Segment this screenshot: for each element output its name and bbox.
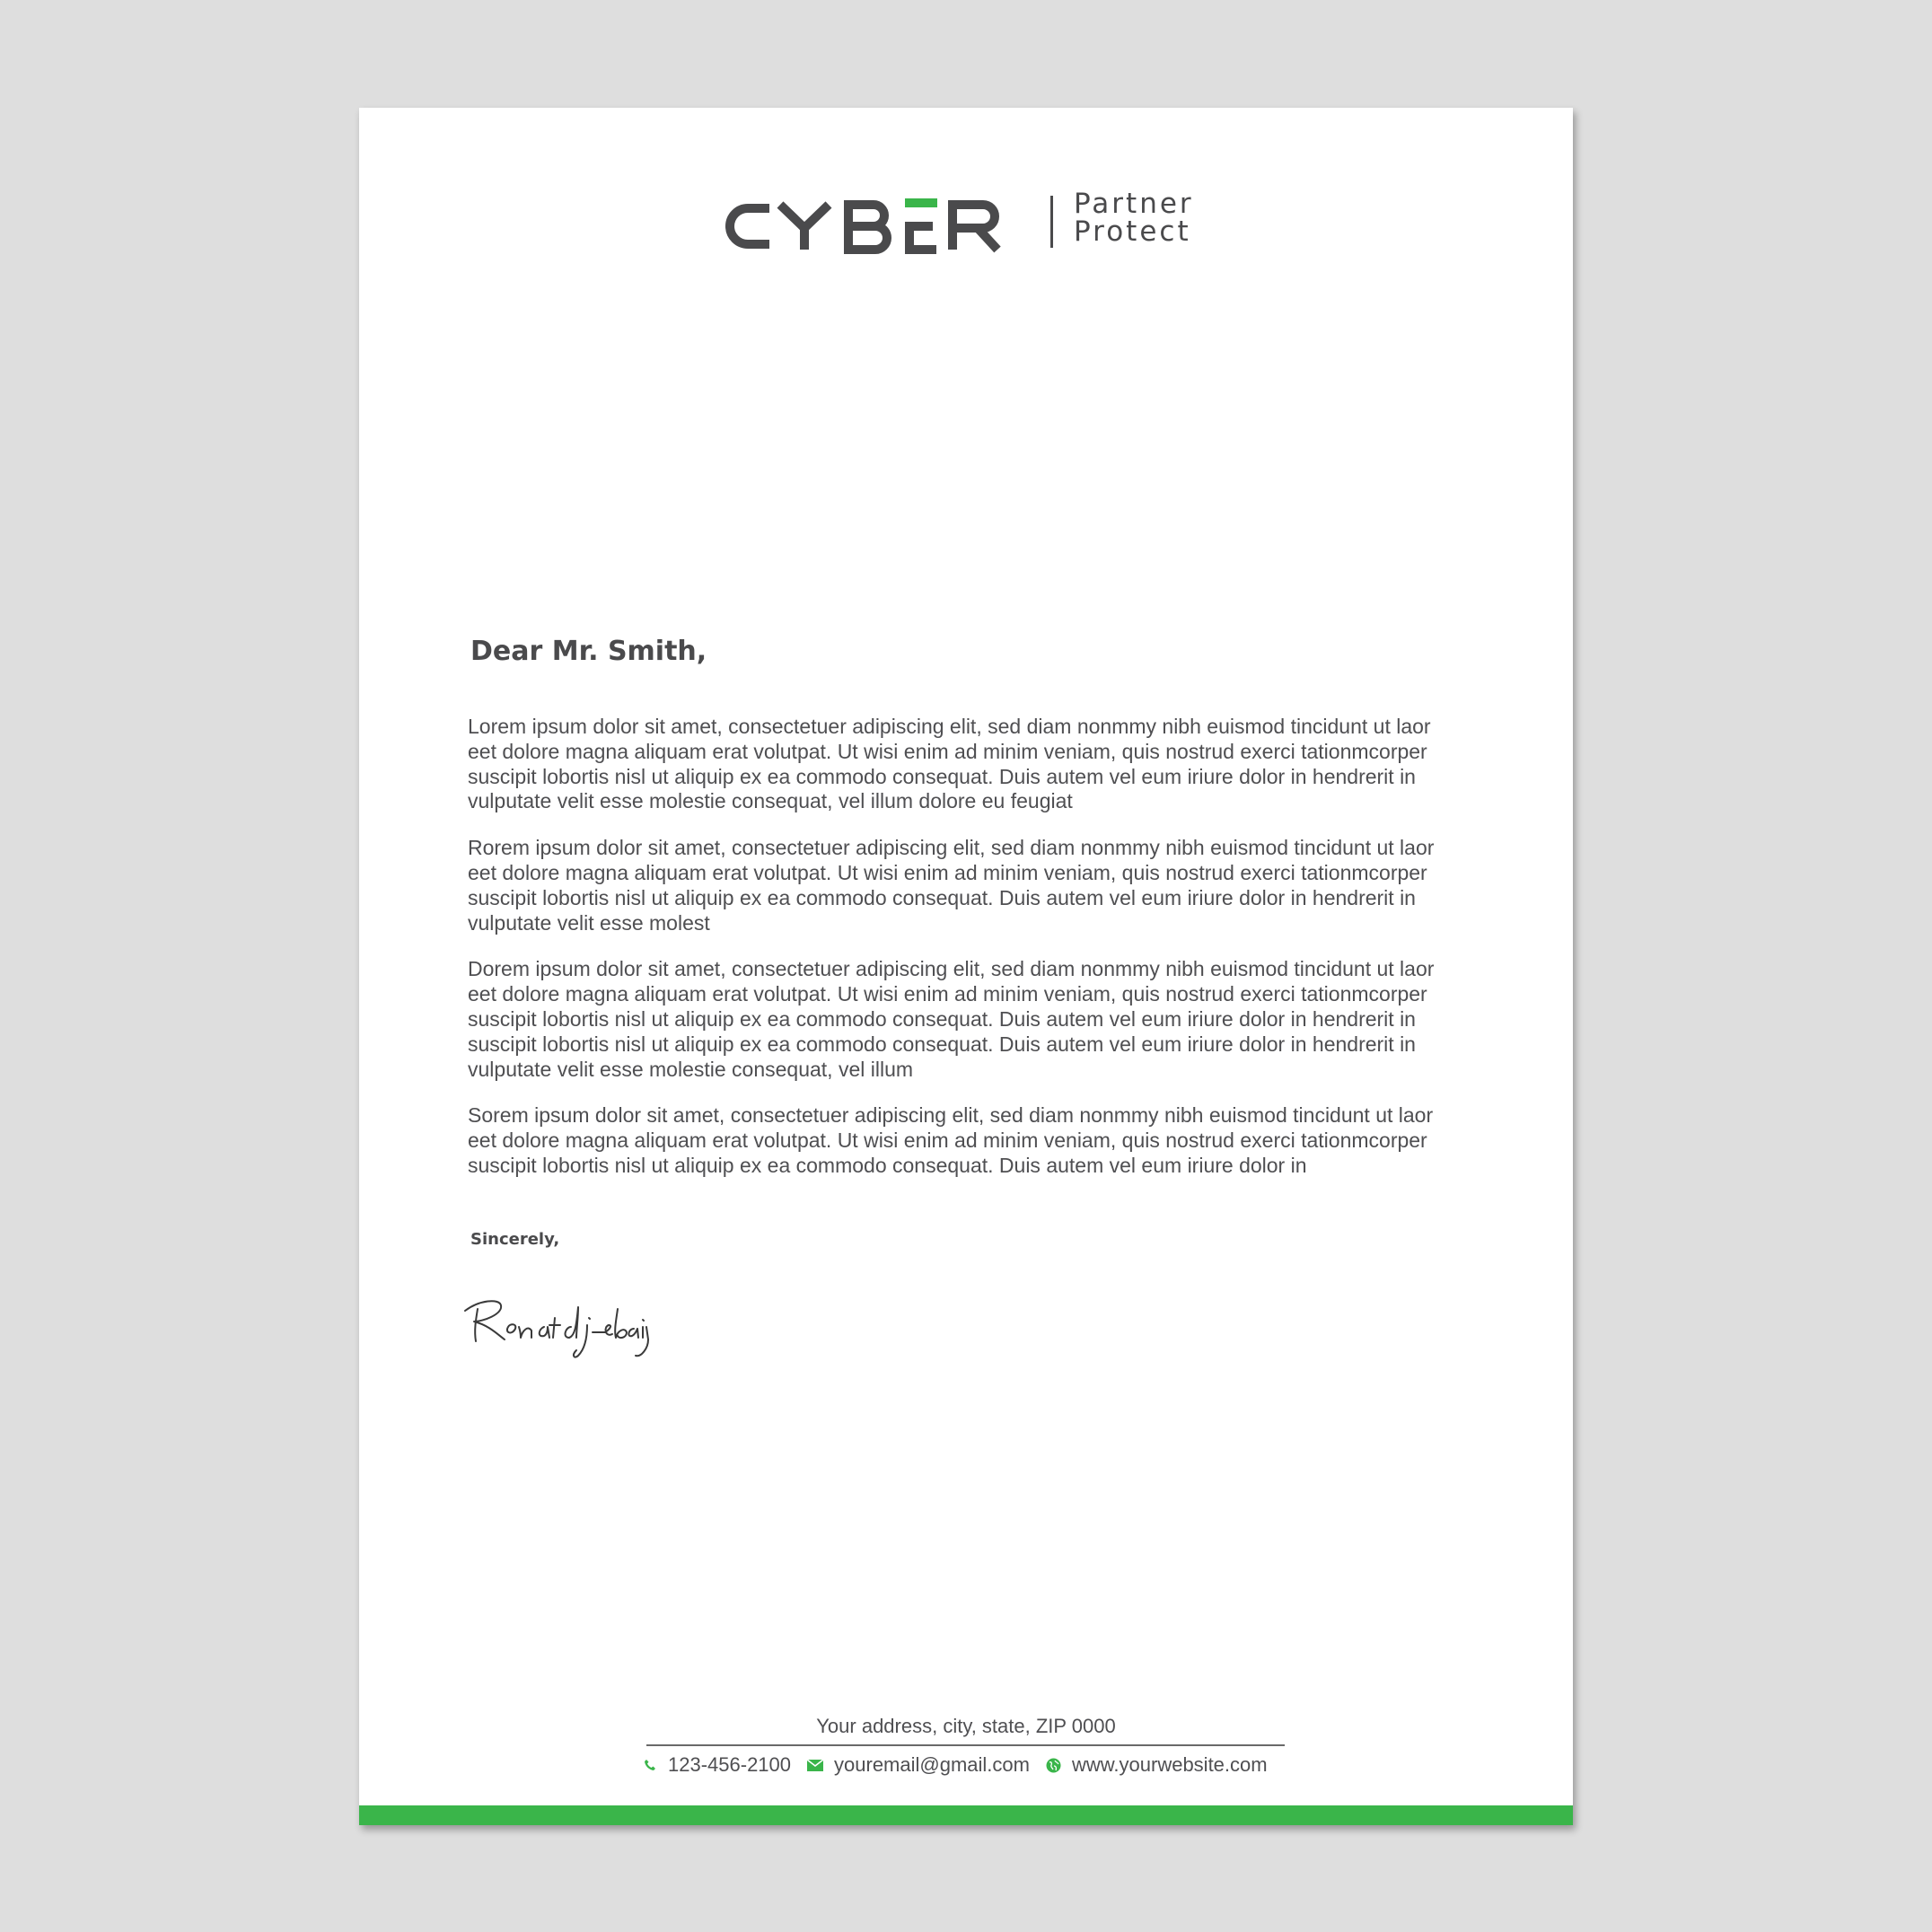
paragraph-1: Lorem ipsum dolor sit amet, consectetuer adipiscing elit, sed diam nonmmy nibh euismod tincidunt ut laor eet dolore magna aliquam erat volutpat. Ut wisi enim ad minim veniam, quis nostrud exerci tationmcorper suscipit lobortis nisl ut aliquip ex ea commodo consequat. Duis autem vel eum iriure dolor in hendrerit in vulputate velit esse molestie consequat, vel illum dolore eu feugiat — [468, 715, 1431, 813]
tagline-protect: Protect — [1074, 215, 1191, 248]
contact-email — [807, 1753, 1030, 1777]
phone-icon — [643, 1758, 657, 1772]
letterhead-page — [359, 108, 1573, 1825]
paragraph-2: Rorem ipsum dolor sit amet, consectetuer adipiscing elit, sed diam nonmmy nibh euismod tincidunt ut laor eet dolore magna aliquam erat volutpat. Ut wisi enim ad minim veniam, quis nostrud exerci tationmcorper suscipit lobortis nisl ut aliquip ex ea commodo consequat. Duis autem vel eum iriure dolor in hendrerit in vulputate velit esse molest — [468, 836, 1435, 935]
salutation: Dear Mr. Smith, — [470, 636, 707, 667]
closing: Sincerely, — [470, 1230, 560, 1249]
cyber-logo — [721, 194, 1031, 266]
paragraph-3: Dorem ipsum dolor sit amet, consectetuer adipiscing elit, sed diam nonmmy nibh euismod tincidunt ut laor eet dolore magna aliquam erat volutpat. Ut wisi enim ad minim veniam, quis nostrud exerci tationmcorper suscipit lobortis nisl ut aliquip ex ea commodo consequat. Duis autem vel eum iriure dolor in hendrerit in suscipit lobortis nisl ut aliquip ex ea commodo consequat. Duis autem vel eum iriure dolor in hendrerit in vulputate velit esse molestie consequat, vel illum — [468, 957, 1435, 1081]
logo-divider — [1050, 196, 1053, 248]
globe-icon — [1046, 1758, 1061, 1773]
paragraph-4: Sorem ipsum dolor sit amet, consectetuer adipiscing elit, sed diam nonmmy nibh euismod tincidunt ut laor eet dolore magna aliquam erat volutpat. Ut wisi enim ad minim veniam, quis nostrud exerci tationmcorper suscipit lobortis nisl ut aliquip ex ea commodo consequat. Duis autem vel eum iriure dolor in — [468, 1103, 1434, 1177]
footer-accent-bar — [359, 1805, 1573, 1825]
footer-divider — [646, 1744, 1285, 1746]
phone-number[interactable]: 123-456-2100 — [668, 1753, 792, 1776]
email-address[interactable]: youremail@gmail.com — [834, 1753, 1030, 1776]
envelope-icon — [807, 1760, 823, 1771]
footer-contacts — [643, 1753, 1284, 1777]
tagline-partner: Partner — [1074, 188, 1194, 220]
contact-website — [1046, 1753, 1268, 1777]
logo-tagline — [1074, 190, 1194, 246]
signature — [461, 1291, 652, 1363]
signature-graphic — [461, 1291, 652, 1363]
website-url[interactable]: www.yourwebsite.com — [1071, 1753, 1268, 1776]
cyber-wordmark — [721, 194, 1031, 266]
letter-body — [468, 715, 1464, 1200]
footer-address: Your address, city, state, ZIP 0000 — [816, 1715, 1116, 1737]
contact-phone — [643, 1753, 791, 1777]
